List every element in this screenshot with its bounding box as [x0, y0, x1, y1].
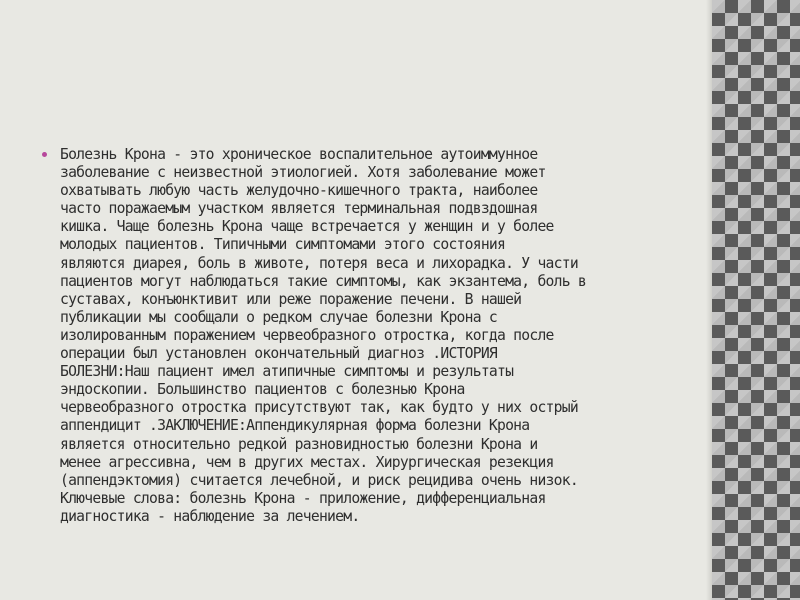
bullet-marker-icon [42, 152, 47, 157]
bullet-list [42, 146, 672, 526]
body-paragraph: Болезнь Крона - это хроническое воспалительное аутоиммунное заболевание с неизвестной этиологией. Хотя заболевание может охватывать любую часть желудочно-кишечного тракта, наиболее часто поражаемым участком является терминальная подвздошная кишка. Чаще болезнь Крона чаще встречается у женщин и у более молодых пациентов. Типичными симптомами этого состояния являются диарея, боль в животе, потеря веса и лихорадка. У части пациентов могут наблюдаться такие симптомы, как экзантема, боль в суставах, конъюнктивит или реже поражение печени. В нашей публикации мы сообщали о редком случае болезни Крона с изолированным поражением червеобразного отростка, когда после операции был установлен окончательный диагноз .ИСТОРИЯ БОЛЕЗНИ:Наш пациент имел атипичные симптомы и результаты эндоскопии. Большинство пациентов с болезнью Крона червеобразного отростка присутствуют так, как будто у них острый аппендицит .ЗАКЛЮЧЕНИЕ:Аппендикулярная форма болезни Крона является относительно редкой разновидностью болезни Крона и менее агрессивна, чем в других местах. Хирургическая резекция (аппендэктомия) считается лечебной, и риск рецидива очень низок. Ключевые слова: болезнь Крона - приложение, дифференциальная диагностика - наблюдение за лечением. [60, 146, 587, 525]
decorative-pattern-strip [712, 0, 800, 600]
